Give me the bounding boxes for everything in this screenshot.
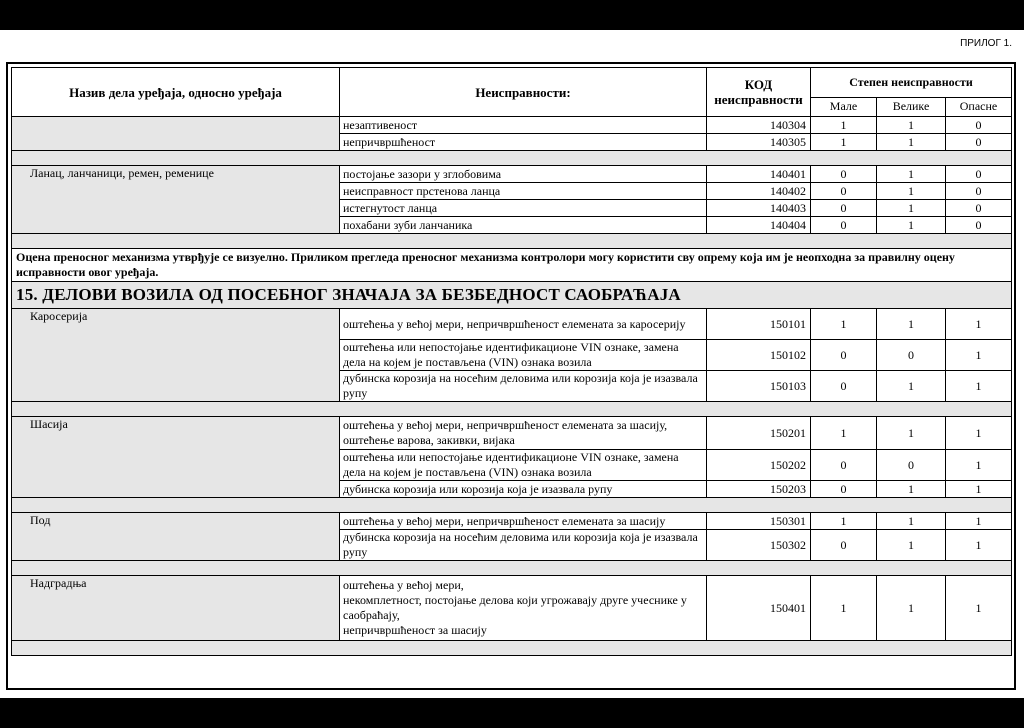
minor-cell: 0	[811, 481, 877, 498]
defect-cell: дубинска корозија или корозија која је изазвала рупу	[340, 481, 707, 498]
header-minor: Мале	[811, 97, 877, 116]
part-name-cell	[12, 117, 340, 151]
section-title: 15. ДЕЛОВИ ВОЗИЛА ОД ПОСЕБНОГ ЗНАЧАЈА ЗА БЕЗБЕДНОСТ САОБРАЋАЈА	[12, 282, 1012, 309]
minor-cell: 1	[811, 309, 877, 340]
header-code-line1: КОД	[744, 77, 773, 92]
group-spacer	[12, 234, 1012, 249]
dangerous-cell: 1	[946, 576, 1012, 641]
defect-cell: оштећења у већој мери, непричвршћеност елемената за шасију	[340, 513, 707, 530]
code-cell: 140403	[707, 200, 811, 217]
dangerous-cell: 1	[946, 530, 1012, 561]
header-dangerous: Опасне	[946, 97, 1012, 116]
dangerous-cell: 1	[946, 371, 1012, 402]
defect-cell: неисправност прстенова ланца	[340, 183, 707, 200]
group-spacer	[12, 561, 1012, 576]
table-row	[12, 117, 1012, 134]
minor-cell: 0	[811, 340, 877, 371]
major-cell: 0	[877, 340, 946, 371]
dangerous-cell: 0	[946, 217, 1012, 234]
defect-cell: непричвршћеност	[340, 134, 707, 151]
minor-cell: 0	[811, 450, 877, 481]
defect-cell: незаптивеност	[340, 117, 707, 134]
defect-cell: постојање зазори у зглобовима	[340, 166, 707, 183]
dangerous-cell: 1	[946, 417, 1012, 450]
group-spacer	[12, 402, 1012, 417]
major-cell: 1	[877, 371, 946, 402]
minor-cell: 1	[811, 513, 877, 530]
major-cell: 1	[877, 200, 946, 217]
code-cell: 150302	[707, 530, 811, 561]
defect-cell: оштећења у већој мери, непричвршћеност елемената за шасију, оштећење варова, закивки, вијака	[340, 417, 707, 450]
code-cell: 150201	[707, 417, 811, 450]
defect-cell: оштећења или непостојање идентификационе VIN ознаке, замена дела на којем је постављена (VIN) ознака возила	[340, 340, 707, 371]
table-row	[12, 513, 1012, 530]
major-cell: 1	[877, 117, 946, 134]
header-degree: Степен неисправности	[811, 68, 1012, 98]
code-cell: 150203	[707, 481, 811, 498]
minor-cell: 0	[811, 166, 877, 183]
code-cell: 140304	[707, 117, 811, 134]
defect-cell: оштећења у већој мери, некомплетност, постојање делова који угрожавају друге учеснике у саобраћају, непричвршћеност за шасију	[340, 576, 707, 641]
major-cell: 1	[877, 309, 946, 340]
code-cell: 140402	[707, 183, 811, 200]
defect-cell: дубинска корозија на носећим деловима или корозија која је изазвала рупу	[340, 371, 707, 402]
header-code-line2: неисправности	[714, 92, 803, 107]
group-spacer	[12, 151, 1012, 166]
defect-cell: оштећења или непостојање идентификационе VIN ознаке, замена дела на којем је постављена (VIN) ознака возила	[340, 450, 707, 481]
table-row	[12, 166, 1012, 183]
minor-cell: 1	[811, 417, 877, 450]
dangerous-cell: 0	[946, 134, 1012, 151]
defect-cell: похабани зуби ланчаника	[340, 217, 707, 234]
part-name-cell: Надградња	[12, 576, 340, 641]
minor-cell: 1	[811, 117, 877, 134]
table-row	[12, 576, 1012, 641]
code-cell: 140401	[707, 166, 811, 183]
major-cell: 1	[877, 217, 946, 234]
dangerous-cell: 1	[946, 340, 1012, 371]
code-cell: 150202	[707, 450, 811, 481]
dangerous-cell: 1	[946, 309, 1012, 340]
code-cell: 150301	[707, 513, 811, 530]
major-cell: 0	[877, 450, 946, 481]
code-cell: 150101	[707, 309, 811, 340]
inspection-note: Оцена преносног механизма утврђује се визуелно. Приликом прегледа преносног механизма контролори могу користити сву опрему која им је неопходна за правилну оцену исправности овог уређаја.	[12, 249, 1012, 282]
minor-cell: 0	[811, 183, 877, 200]
major-cell: 1	[877, 530, 946, 561]
document-page	[0, 30, 1024, 698]
dangerous-cell: 0	[946, 117, 1012, 134]
part-name-cell: Шасија	[12, 417, 340, 498]
part-name-cell: Каросерија	[12, 309, 340, 402]
minor-cell: 0	[811, 371, 877, 402]
header-part-name: Назив дела уређаја, односно уређаја	[12, 68, 340, 117]
table-frame	[6, 62, 1016, 690]
defect-cell: дубинска корозија на носећим деловима или корозија која је изазвала рупу	[340, 530, 707, 561]
major-cell: 1	[877, 134, 946, 151]
group-spacer	[12, 641, 1012, 656]
major-cell: 1	[877, 513, 946, 530]
code-cell: 140305	[707, 134, 811, 151]
code-cell: 150103	[707, 371, 811, 402]
header-major: Велике	[877, 97, 946, 116]
dangerous-cell: 1	[946, 513, 1012, 530]
major-cell: 1	[877, 481, 946, 498]
dangerous-cell: 0	[946, 166, 1012, 183]
dangerous-cell: 1	[946, 450, 1012, 481]
group-spacer	[12, 498, 1012, 513]
minor-cell: 0	[811, 217, 877, 234]
minor-cell: 1	[811, 134, 877, 151]
code-cell: 140404	[707, 217, 811, 234]
minor-cell: 0	[811, 200, 877, 217]
major-cell: 1	[877, 166, 946, 183]
minor-cell: 1	[811, 576, 877, 641]
major-cell: 1	[877, 183, 946, 200]
code-cell: 150102	[707, 340, 811, 371]
defects-table	[11, 67, 1012, 656]
defect-cell: истегнутост ланца	[340, 200, 707, 217]
code-cell: 150401	[707, 576, 811, 641]
minor-cell: 0	[811, 530, 877, 561]
table-row	[12, 417, 1012, 450]
part-name-cell: Под	[12, 513, 340, 561]
major-cell: 1	[877, 576, 946, 641]
header-defects: Неисправности:	[340, 68, 707, 117]
dangerous-cell: 1	[946, 481, 1012, 498]
table-row	[12, 309, 1012, 340]
major-cell: 1	[877, 417, 946, 450]
defect-cell: оштећења у већој мери, непричвршћеност елемената за каросерију	[340, 309, 707, 340]
attachment-label: ПРИЛОГ 1.	[960, 38, 1012, 49]
part-name-cell: Ланац, ланчаници, ремен, ременице	[12, 166, 340, 234]
dangerous-cell: 0	[946, 200, 1012, 217]
header-code	[707, 68, 811, 117]
dangerous-cell: 0	[946, 183, 1012, 200]
